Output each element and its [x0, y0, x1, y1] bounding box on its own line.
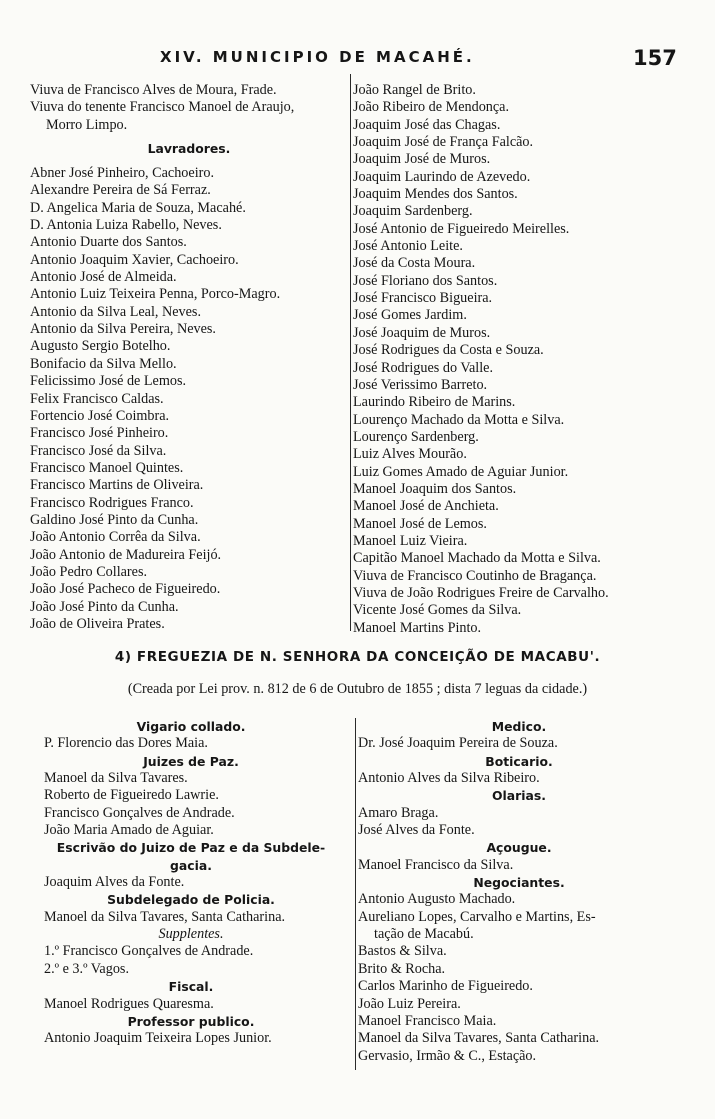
list-item: João José Pacheco de Figueiredo. [30, 581, 221, 598]
page-header [0, 46, 715, 76]
list-item: João de Oliveira Prates. [30, 615, 165, 632]
right-column-bottom [358, 718, 680, 1065]
list-item: José Rodrigues da Costa e Souza. [353, 342, 544, 359]
list-item: 1.º Francisco Gonçalves de Andrade. [44, 943, 254, 960]
list-item: João Antonio de Madureira Feijó. [30, 546, 222, 563]
list-item: Morro Limpo. [46, 116, 128, 133]
list-item: Galdino José Pinto da Cunha. [30, 511, 199, 528]
list-item: Alexandre Pereira de Sá Ferraz. [30, 182, 211, 199]
section-heading-subdelegado: Subdelegado de Policia. [107, 892, 275, 908]
list-item: Dr. José Joaquim Pereira de Souza. [358, 735, 558, 752]
list-item: Laurindo Ribeiro de Marins. [353, 394, 516, 411]
list-item: Manoel José de Anchieta. [353, 498, 499, 515]
left-column-top [30, 82, 348, 633]
list-item: Antonio Luiz Teixeira Penna, Porco-Magro. [30, 286, 281, 303]
list-item: José Verissimo Barreto. [353, 376, 488, 393]
section-heading-acougue: Açougue. [486, 840, 552, 856]
list-item: Amaro Braga. [358, 804, 439, 821]
page-number: 157 [633, 46, 677, 70]
section-heading-lavradores: Lavradores. [147, 141, 231, 157]
list-item: Brito & Rocha. [358, 960, 446, 977]
freguezia-note: (Creada por Lei prov. n. 812 de 6 de Outubro de 1855 ; dista 7 leguas da cidade.) [127, 681, 588, 697]
list-item: José Alves da Fonte. [358, 822, 475, 839]
list-item: Viuva de João Rodrigues Freire de Carvalho. [353, 584, 609, 601]
list-item: Joaquim José de Muros. [353, 151, 491, 168]
list-item: Manoel José de Lemos. [353, 515, 487, 532]
list-item: Aureliano Lopes, Carvalho e Martins, Es- [358, 908, 596, 925]
list-item: Francisco Martins de Oliveira. [30, 477, 204, 494]
list-item: Antonio Joaquim Xavier, Cachoeiro. [30, 251, 239, 268]
list-item: Capitão Manoel Machado da Motta e Silva. [353, 550, 601, 567]
list-item: José Joaquim de Muros. [353, 324, 491, 341]
list-item: Joaquim José de França Falcão. [353, 134, 534, 151]
section-heading-medico: Medico. [491, 719, 547, 734]
list-item: João José Pinto da Cunha. [30, 598, 179, 615]
list-item: João Antonio Corrêa da Silva. [30, 529, 201, 546]
list-item: Manoel da Silva Tavares. [44, 770, 188, 787]
list-item: Manoel da Silva Tavares, Santa Catharina. [358, 1030, 600, 1047]
list-item: João Pedro Collares. [30, 563, 148, 580]
list-item: Gervasio, Irmão & C., Estação. [358, 1047, 537, 1064]
list-item: Manoel Francisco Maia. [358, 1012, 497, 1029]
section-heading-escrivao: Escrivão do Juizo de Paz e da Subdele- [56, 840, 326, 856]
list-item: Vicente José Gomes da Silva. [353, 602, 522, 619]
freguezia-title: 4) FREGUEZIA DE N. SENHORA DA CONCEIÇÃO DE MACABU'. [114, 649, 601, 665]
list-item: Antonio José de Almeida. [30, 269, 177, 286]
list-item: Felicissimo José de Lemos. [30, 373, 187, 390]
list-item: José Francisco Bigueira. [353, 290, 493, 307]
list-item: José Floriano dos Santos. [353, 272, 498, 289]
list-item: João Maria Amado de Aguiar. [44, 822, 214, 839]
list-item: Manoel Joaquim dos Santos. [353, 480, 517, 497]
lavradores-list [30, 165, 348, 633]
list-item: Joaquim Mendes dos Santos. [353, 186, 518, 203]
list-item: Francisco José da Silva. [30, 442, 167, 459]
list-item: Joaquim Laurindo de Azevedo. [353, 168, 531, 185]
list-item: Francisco Rodrigues Franco. [30, 494, 194, 511]
list-item: Manoel da Silva Tavares, Santa Catharina. [44, 908, 286, 925]
list-item: Francisco Gonçalves de Andrade. [44, 804, 235, 821]
list-item: D. Antonia Luiza Rabello, Neves. [30, 217, 222, 234]
page-title: XIV. MUNICIPIO DE MACAHÉ. [160, 48, 475, 66]
list-item: P. Florencio das Dores Maia. [44, 735, 208, 752]
list-item: tação de Macabú. [374, 926, 474, 943]
list-item: Luiz Alves Mourão. [353, 446, 467, 463]
list-item: Luiz Gomes Amado de Aguiar Junior. [353, 463, 569, 480]
section-heading-juizes: Juizes de Paz. [143, 753, 239, 769]
section-heading-olarias: Olarias. [492, 788, 546, 804]
list-item: José da Costa Moura. [353, 255, 476, 272]
left-column-bottom [28, 718, 354, 1048]
list-item: Francisco José Pinheiro. [30, 425, 169, 442]
list-item: Antonio Augusto Machado. [358, 891, 516, 908]
list-item: Bastos & Silva. [358, 943, 447, 960]
section-heading-negociantes: Negociantes. [473, 875, 565, 891]
list-item: Antonio da Silva Leal, Neves. [30, 303, 201, 320]
list-item: Abner José Pinheiro, Cachoeiro. [30, 165, 215, 182]
list-item: José Gomes Jardim. [353, 307, 467, 324]
list-item: Viuva de Francisco Alves de Moura, Frade. [30, 82, 277, 98]
list-item: Manoel Luiz Vieira. [353, 532, 468, 549]
list-item: João Ribeiro de Mendonça. [353, 99, 510, 116]
list-item: Francisco Manoel Quintes. [30, 459, 184, 476]
list-item: Manoel Rodrigues Quaresma. [44, 995, 214, 1012]
list-item: Antonio da Silva Pereira, Neves. [30, 321, 216, 338]
section-heading-professor: Professor publico. [127, 1013, 255, 1029]
list-item: José Antonio Leite. [353, 238, 463, 255]
list-item: Antonio Alves da Silva Ribeiro. [358, 770, 540, 787]
list-item: Viuva do tenente Francisco Manoel de Araujo, [30, 99, 295, 116]
list-item: José Antonio de Figueiredo Meirelles. [353, 220, 570, 237]
section-heading-fiscal: Fiscal. [168, 979, 214, 995]
list-item: Carlos Marinho de Figueiredo. [358, 978, 533, 995]
list-item: Joaquim Alves da Fonte. [44, 874, 185, 891]
list-item: Augusto Sergio Botelho. [30, 338, 171, 355]
list-item: João Rangel de Brito. [353, 82, 476, 98]
list-item: Lourenço Machado da Motta e Silva. [353, 411, 565, 428]
list-item: José Rodrigues do Valle. [353, 359, 494, 376]
section-heading-boticario: Boticario. [485, 753, 553, 769]
list-item: Antonio Joaquim Teixeira Lopes Junior. [44, 1030, 272, 1047]
right-column-top [353, 82, 683, 637]
list-item: D. Angelica Maria de Souza, Macahé. [30, 199, 246, 216]
list-item: Lourenço Sardenberg. [353, 428, 479, 445]
column-divider [355, 718, 356, 1070]
section-heading-escrivao-cont: gacia. [170, 857, 212, 873]
list-item: Joaquim José das Chagas. [353, 116, 501, 133]
section-heading-vigario: Vigario collado. [136, 719, 246, 734]
list-item: Fortencio José Coimbra. [30, 407, 170, 424]
list-item: João Luiz Pereira. [358, 995, 461, 1012]
list-item: 2.º e 3.º Vagos. [44, 960, 129, 977]
list-item: Joaquim Sardenberg. [353, 203, 473, 220]
list-item: Manoel Francisco da Silva. [358, 856, 514, 873]
list-item: Manoel Martins Pinto. [353, 619, 482, 636]
list-item: Bonifacio da Silva Mello. [30, 355, 177, 372]
list-item: Viuva de Francisco Coutinho de Bragança. [353, 567, 597, 584]
section-heading-supplentes: Supplentes. [158, 926, 224, 943]
list-item: Roberto de Figueiredo Lawrie. [44, 787, 219, 804]
list-item: Felix Francisco Caldas. [30, 390, 164, 407]
column-divider [350, 74, 351, 631]
list-item: Antonio Duarte dos Santos. [30, 234, 187, 251]
